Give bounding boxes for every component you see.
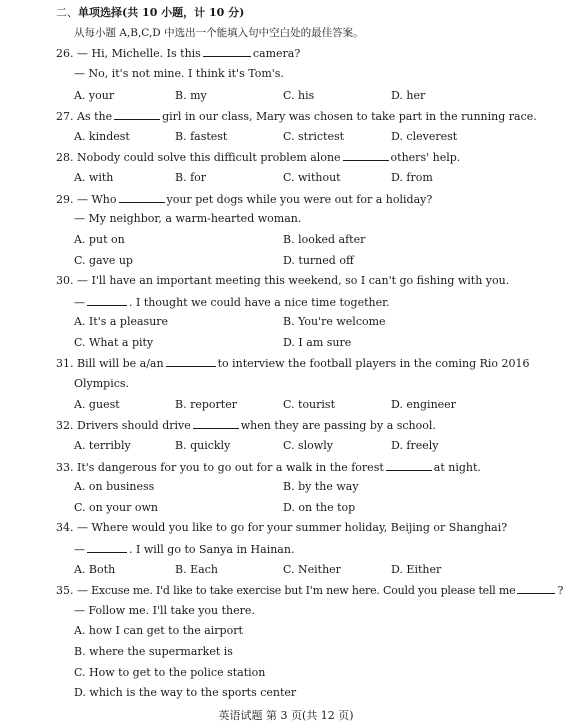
question-30-reply [74, 295, 390, 310]
question-text: — [74, 296, 85, 309]
option-b[interactable]: B. where the supermarket is [74, 645, 233, 658]
option-b[interactable]: B. reporter [175, 398, 237, 411]
option-a[interactable]: A. kindest [74, 130, 130, 143]
question-number: 34. [56, 521, 74, 534]
question-text: your pet dogs while you were out for a holiday? [166, 193, 433, 206]
question-27-stem [56, 109, 537, 124]
option-d[interactable]: D. from [391, 171, 433, 184]
question-text: at night. [433, 461, 481, 474]
option-a[interactable]: A. with [74, 171, 114, 184]
option-c[interactable]: C. on your own [74, 501, 159, 514]
option-c[interactable]: C. gave up [74, 254, 133, 267]
question-text: to interview the football players in the coming Rio 2016 [217, 357, 530, 370]
option-d[interactable]: D. on the top [283, 501, 356, 514]
question-text: — Hi, Michelle. Is this [77, 47, 201, 60]
question-26-reply: — No, it's not mine. I think it's Tom's. [74, 67, 284, 80]
answer-blank [114, 109, 160, 120]
question-text: — [74, 543, 85, 556]
question-text: — I'll have an important meeting this weekend, so I can't go fishing with you. [77, 274, 510, 287]
option-c[interactable]: C. Neither [283, 563, 341, 576]
question-35-reply: — Follow me. I'll take you there. [74, 604, 255, 617]
question-number: 27. [56, 110, 74, 123]
option-b[interactable]: B. by the way [283, 480, 359, 493]
answer-blank [203, 46, 251, 57]
question-text: camera? [252, 47, 301, 60]
answer-blank [343, 150, 389, 161]
option-a[interactable]: A. terribly [74, 439, 131, 452]
option-b[interactable]: B. for [175, 171, 207, 184]
section-number: 二、 [56, 6, 78, 19]
question-text: Nobody could solve this difficult problem alone [77, 151, 341, 164]
option-a[interactable]: A. on business [74, 480, 155, 493]
option-c[interactable]: C. tourist [283, 398, 335, 411]
answer-blank [517, 583, 555, 594]
question-35-stem [56, 583, 563, 598]
option-b[interactable]: B. fastest [175, 130, 228, 143]
option-d[interactable]: D. which is the way to the sports center [74, 686, 297, 699]
question-number: 29. [56, 193, 74, 206]
answer-blank [87, 295, 127, 306]
option-c[interactable]: C. his [283, 89, 315, 102]
question-text: As the [77, 110, 113, 123]
section-title-bold: 单项选择 [78, 6, 122, 19]
question-text: . I thought we could have a nice time together. [129, 296, 390, 309]
answer-blank [193, 418, 239, 429]
question-26-stem [56, 46, 300, 61]
option-b[interactable]: B. looked after [283, 233, 366, 246]
question-text: when they are passing by a school. [240, 419, 436, 432]
question-text: — Where would you like to go for your summer holiday, Beijing or Shanghai? [77, 521, 508, 534]
option-d[interactable]: D. I am sure [283, 336, 352, 349]
option-c[interactable]: C. without [283, 171, 341, 184]
option-a[interactable]: A. put on [74, 233, 125, 246]
answer-blank [87, 542, 127, 553]
option-b[interactable]: B. Each [175, 563, 218, 576]
option-b[interactable]: B. my [175, 89, 207, 102]
section-instruction: 从每小题 A,B,C,D 中选出一个能填入句中空白处的最佳答案。 [74, 27, 364, 39]
question-29-stem [56, 192, 432, 207]
question-33-stem [56, 460, 481, 475]
option-a[interactable]: A. your [74, 89, 115, 102]
question-34-reply [74, 542, 294, 557]
question-text: — Who [77, 193, 117, 206]
question-text: Bill will be a/an [77, 357, 164, 370]
question-28-stem [56, 150, 460, 165]
option-a[interactable]: A. how I can get to the airport [74, 624, 243, 637]
option-b[interactable]: B. You're welcome [283, 315, 386, 328]
question-text: — Excuse me. I'd like to take exercise but I'm new here. Could you please tell me [77, 584, 516, 597]
question-text: ? [557, 584, 564, 597]
option-c[interactable]: C. What a pity [74, 336, 154, 349]
question-31-continued: Olympics. [74, 377, 130, 390]
option-a[interactable]: A. It's a pleasure [74, 315, 169, 328]
option-d[interactable]: D. turned off [283, 254, 354, 267]
option-d[interactable]: D. Either [391, 563, 442, 576]
question-32-stem [56, 418, 436, 433]
option-d[interactable]: D. her [391, 89, 426, 102]
question-text: It's dangerous for you to go out for a walk in the forest [77, 461, 384, 474]
option-c[interactable]: C. slowly [283, 439, 333, 452]
option-d[interactable]: D. cleverest [391, 130, 458, 143]
question-number: 26. [56, 47, 74, 60]
answer-blank [166, 356, 216, 367]
option-c[interactable]: C. How to get to the police station [74, 666, 266, 679]
question-31-stem [56, 356, 530, 371]
page-footer: 英语试题 第 3 页(共 12 页) [218, 709, 354, 722]
section-title-rest: (共 10 小题，计 10 分) [122, 6, 245, 19]
question-number: 32. [56, 419, 74, 432]
question-29-reply: — My neighbor, a warm-hearted woman. [74, 212, 302, 225]
question-30-stem [56, 274, 509, 288]
question-number: 35. [56, 584, 74, 597]
question-text: others' help. [390, 151, 461, 164]
option-a[interactable]: A. Both [74, 563, 116, 576]
option-b[interactable]: B. quickly [175, 439, 231, 452]
option-a[interactable]: A. guest [74, 398, 120, 411]
question-number: 30. [56, 274, 74, 287]
question-number: 33. [56, 461, 74, 474]
option-d[interactable]: D. engineer [391, 398, 456, 411]
option-d[interactable]: D. freely [391, 439, 439, 452]
question-text: Drivers should drive [77, 419, 191, 432]
answer-blank [386, 460, 432, 471]
question-34-stem [56, 521, 507, 535]
question-text: . I will go to Sanya in Hainan. [129, 543, 295, 556]
answer-blank [119, 192, 165, 203]
question-text: girl in our class, Mary was chosen to take part in the running race. [162, 110, 537, 123]
question-number: 31. [56, 357, 74, 370]
section-title [56, 6, 244, 20]
question-number: 28. [56, 151, 74, 164]
option-c[interactable]: C. strictest [283, 130, 345, 143]
